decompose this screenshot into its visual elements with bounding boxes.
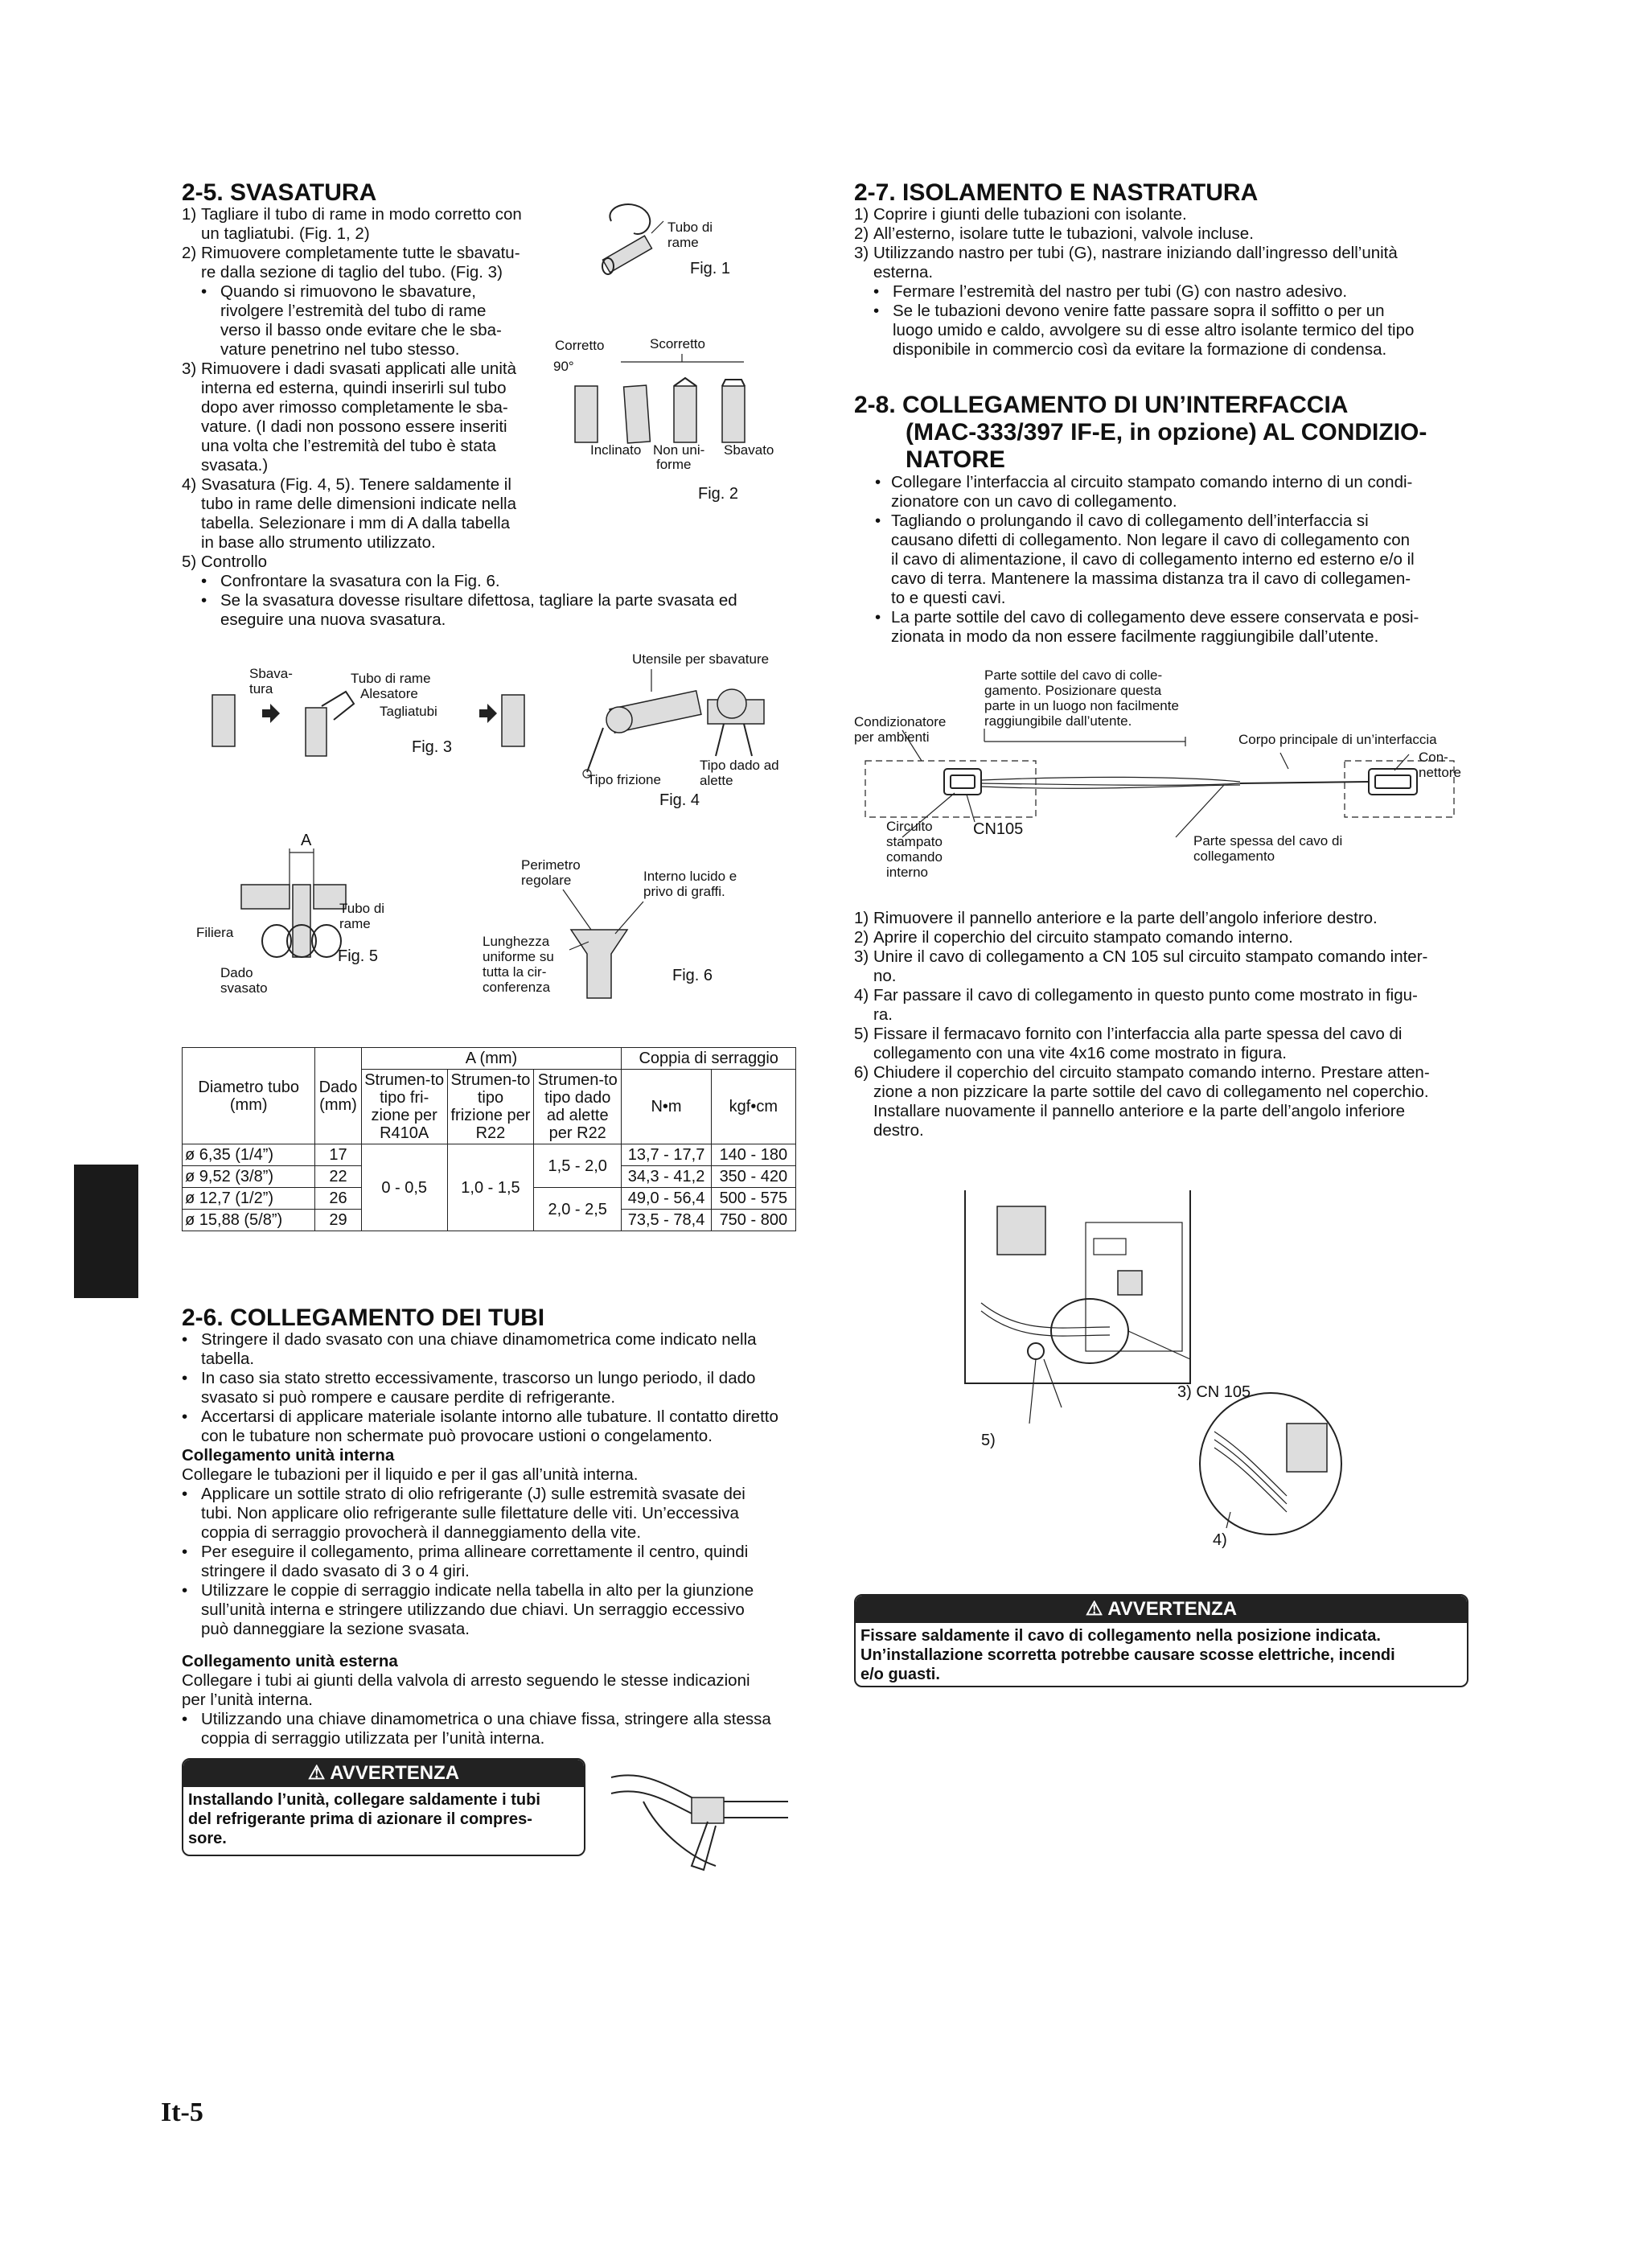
header-kgf: kgf•cm <box>711 1070 795 1144</box>
figure-5-caption: Fig. 5 <box>338 947 379 965</box>
table-row: ø 6,35 (1/4”) 17 0 - 0,5 1,0 - 1,5 1,5 - 2,0 13,7 - 17,7 140 - 180 <box>183 1144 796 1166</box>
svasatura-steps: 1) Tagliare il tubo di rame in modo corretto con un tagliatubi. (Fig. 1, 2) 2) Rimuovere completamente tutte le sbavatu- re dalla sezione di taglio del tubo. (Fig. 3) • Quando si rimuovono le sbavature, rivolgere l’estremità del tubo di rame verso il basso onde evitare che le sba- vature penetrino nel tubo stesso. 3) Rimuovere i dadi svasati applicati alle unità interna ed esterna, quindi inserirli sul tubo dopo aver rimosso completamente le sba- vature. (I dadi non possono essere inseriti una volta che l’estremità del tubo è stata svasata.) 4) Svasatura (Fig. 4, 5). Tenere saldamente il tubo in rame delle dimensioni indicate nella tabella. Selezionare i mm di A dalla tabella in base allo strumento utilizzato. 5) Controllo <box>182 205 522 571</box>
header-wing: Strumen-to tipo dado ad alette per R22 <box>534 1070 622 1144</box>
warning-header: ⚠ AVVERTENZA <box>183 1760 584 1787</box>
figure-1-caption: Fig. 1 <box>690 260 731 277</box>
flare-spec-table <box>182 1047 796 1231</box>
interfaccia-steps: 1) Rimuovere il pannello anteriore e la parte dell’angolo inferiore destro. 2) Aprire il coperchio del circuito stampato comando interno. 3) Unire il cavo di collegamento a CN 105 sul circuito stampato comando inter- no. 4) Far passare il cavo di collegamento in questo punto come mostrato in figu- ra. 5) Fissare il fermacavo fornito con l’interfaccia alla parte spessa del cavo di collegamento con una vite 4x16 come mostrato in figura. 6) Chiudere il coperchio del circuito stampato comando interno. Prestare atten- zione a non pizzicare la parte sottile del cavo di collegamento nel coperchio. Installare nuovamente il pannello anteriore e la parte dell’angolo inferiore destro. <box>854 909 1430 1140</box>
figure-4: Utensile per sbavature Tipo frizione Tipo dado ad alette Fig. 4 <box>579 643 812 812</box>
warning-triangle-icon: ⚠ <box>1085 1598 1108 1620</box>
figure-4-caption: Fig. 4 <box>659 791 700 809</box>
table-row: ø 15,88 (5/8”) 29 73,5 - 78,4 750 - 800 <box>183 1210 796 1231</box>
section-title-2-6: 2-6. COLLEGAMENTO DEI TUBI <box>182 1305 545 1331</box>
svasatura-controllo: • Confrontare la svasatura con la Fig. 6. • Se la svasatura dovesse risultare difettosa, tagliare la parte svasata ed eseguire una nuova svasatura. <box>201 572 737 629</box>
header-a: A (mm) <box>361 1048 622 1070</box>
interfaccia-text: • Collegare l’interfaccia al circuito stampato comando interno di un condi- zionatore con un cavo di collegamento. • Tagliando o prolungando il cavo di collegamento dell’interfaccia si causano difetti di collegamento. Non legare il cavo di collegamento con il cavo di alimentazione, il cavo di collegamento interno ed esterno e/o il cavo di terra. Mantenere la massima distanza tra il cavo di collegamen- to e questi cavi. • La parte sottile del cavo di collegamento deve essere conservata e posi- zionata in modo da non essere facilmente raggiungibile dall’utente. <box>875 473 1419 646</box>
figure-1: Tubo di rame Fig. 1 <box>587 197 796 294</box>
table-row: ø 9,52 (3/8”) 22 34,3 - 41,2 350 - 420 <box>183 1166 796 1188</box>
section-title-2-5: 2-5. SVASATURA <box>182 179 377 206</box>
figure-2-caption: Fig. 2 <box>698 485 739 503</box>
isolamento-text: 1) Coprire i giunti delle tubazioni con isolante. 2) All’esterno, isolare tutte le tubazioni, valvole incluse. 3) Utilizzando nastro per tubi (G), nastrare iniziando dall’ingresso dell’unità esterna. • Fermare l’estremità del nastro per tubi (G) con nastro adesivo. • Se le tubazioni devono venire fatte passare sopra il soffitto o per un luogo umido e caldo, avvolgere su di esse altro isolante termico del tipo disponibile in commercio così da evitare la formazione di condensa. <box>854 205 1415 359</box>
section-tab <box>74 1165 138 1298</box>
figure-6-caption: Fig. 6 <box>672 967 713 984</box>
figure-6: Perimetro regolare Interno lucido e privo di graffi. Lunghezza uniforme su tutta la cir- conferenza Fig. 6 <box>483 849 804 1010</box>
cable-routing-illustration <box>854 664 1481 898</box>
header-r410a: Strumen-to tipo fri-zione per R410A <box>361 1070 447 1144</box>
subheading-interna: Collegamento unità interna <box>182 1446 395 1465</box>
figure-5: A Tubo di rame Filiera Fig. 5 Dado svasato <box>193 828 434 1005</box>
header-diameter: Diametro tubo (mm) <box>183 1048 315 1144</box>
figure-2: Corretto Scorretto 90° Inclinato Non uni- forme Sbavato Fig. 2 <box>547 330 804 515</box>
subheading-esterna: Collegamento unità esterna <box>182 1652 398 1670</box>
header-nm: N•m <box>622 1070 711 1144</box>
cut-comparison-illustration <box>547 330 804 458</box>
wrench-illustration <box>595 1753 796 1874</box>
cable-diagram: Parte sottile del cavo di colle- gamento. Posizionare questa parte in un luogo non facilmente raggiungibile dall’utente. Condizionatore per ambienti Corpo principale di un’interfaccia Con- nettore Circuito stampato comando interno CN105 Parte spessa del cavo di collegamento <box>854 664 1481 898</box>
header-r22: Strumen-to tipo frizione per R22 <box>447 1070 533 1144</box>
pcb-illustration <box>949 1174 1399 1576</box>
indoor-unit-figure: 3) CN 105 5) 4) <box>949 1174 1399 1576</box>
warning-box-cable: ⚠ AVVERTENZA Fissare saldamente il cavo di collegamento nella posizione indicata. Un’installazione scorretta potrebbe causare scosse elettriche, incendi e/o guasti. <box>854 1594 1468 1687</box>
page-number: It-5 <box>161 2097 203 2127</box>
header-torque: Coppia di serraggio <box>622 1048 796 1070</box>
section-title-2-7: 2-7. ISOLAMENTO E NASTRATURA <box>854 179 1259 206</box>
collegamento-tubi-text: • Stringere il dado svasato con una chiave dinamometrica come indicato nella tabella. • In caso sia stato stretto eccessivamente, trascorso un lungo periodo, il dado svasato si può rompere e causare perdite di refrigerante. • Accertarsi di applicare materiale isolante intorno alle tubature. Il contatto diretto con le tubature non schermate può provocare ustioni o congelamento. Collegamento unità interna Collegare le tubazioni per il liquido e per il gas all’unità interna. • Applicare un sottile strato di olio refrigerante (J) sulle estremità svasate dei tubi. Non applicare olio refrigerante sulle filettature delle viti. Un’eccessiva coppia di serraggio provocherà il danneggiamento della vite. • Per eseguire il collegamento, prima allineare correttamente il centro, quindi stringere il dado svasato di 3 o 4 giri. • Utilizzare le coppie di serraggio indicate nella tabella in alto per la giunzione sull’unità interna e stringere utilizzando due chiavi. Un serraggio eccessivo può danneggiare la sezione svasata. Collegamento unità esterna Collegare i tubi ai giunti della valvola di arresto seguendo le stesse indicazioni per l’unità interna. • Utilizzando una chiave dinamometrica o una chiave fissa, stringere alla stessa coppia di serraggio utilizzata per l’unità interna. <box>182 1330 801 1748</box>
warning-triangle-icon: ⚠ <box>307 1762 331 1784</box>
warning-box-pipes: ⚠ AVVERTENZA Installando l’unità, collegare saldamente i tubi del refrigerante prima di azionare il compres- sore. <box>182 1758 585 1856</box>
figure-3: Sbava- tura Tubo di rame Alesatore Tagliatubi Fig. 3 <box>193 659 531 772</box>
table-row: ø 12,7 (1/2”) 26 2,0 - 2,5 49,0 - 56,4 500 - 575 <box>183 1188 796 1210</box>
figure-3-caption: Fig. 3 <box>412 738 453 756</box>
deburring-illustration <box>193 659 531 772</box>
header-nut: Dado (mm) <box>315 1048 361 1144</box>
warning-header: ⚠ AVVERTENZA <box>856 1596 1467 1623</box>
section-title-2-8: 2-8. COLLEGAMENTO DI UN’INTERFACCIA (MAC-333/397 IF-E, in opzione) AL CONDIZIO- NATORE <box>854 392 1427 473</box>
